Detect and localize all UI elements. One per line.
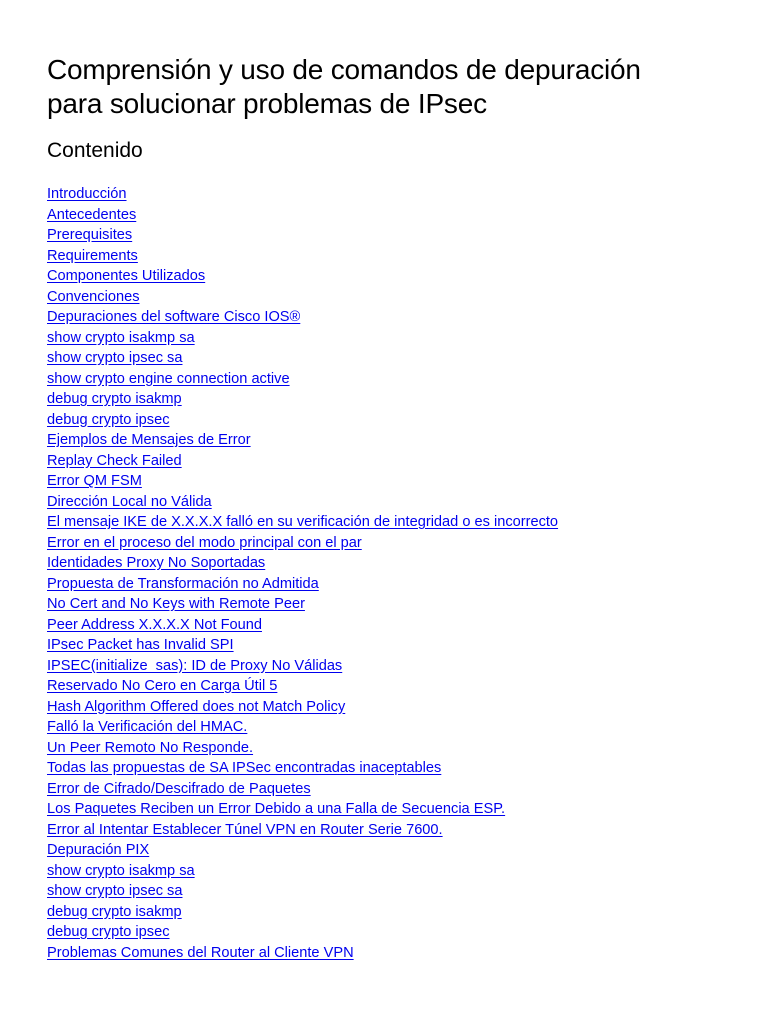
toc-link[interactable]: Un Peer Remoto No Responde. [47, 739, 254, 756]
toc-item [47, 902, 748, 923]
toc-item [47, 943, 748, 964]
toc-item [47, 635, 748, 656]
toc-item [47, 553, 748, 574]
toc-item [47, 820, 748, 841]
toc-link[interactable]: Falló la Verificación del HMAC. [47, 719, 248, 735]
toc-item [47, 328, 748, 349]
toc-item [47, 307, 748, 328]
toc-link[interactable]: Componentes Utilizados [47, 268, 206, 284]
toc-item [47, 697, 748, 718]
toc-item [47, 471, 748, 492]
toc-item [47, 922, 748, 943]
document-title [47, 53, 748, 121]
toc-item [47, 451, 748, 472]
toc-item [47, 799, 748, 820]
toc-item [47, 758, 748, 779]
toc-link[interactable]: show crypto ipsec sa [47, 350, 183, 366]
toc-link[interactable]: Hash Algorithm Offered does not Match Policy [47, 698, 346, 715]
toc-link[interactable]: Propuesta de Transformación no Admitida [47, 575, 319, 592]
toc-item [47, 492, 748, 513]
title-line-2: para solucionar problemas de IPsec [47, 88, 487, 119]
toc-link[interactable]: Error en el proceso del modo principal con el par [47, 534, 362, 551]
toc-item [47, 205, 748, 226]
toc-link[interactable]: Requirements [47, 247, 138, 264]
toc-item [47, 266, 748, 287]
contents-heading: Contenido [47, 139, 143, 162]
toc-item [47, 861, 748, 882]
toc-link[interactable]: Peer Address X.X.X.X Not Found [47, 616, 262, 633]
title-line-1: Comprensión y uso de comandos de depuración [47, 54, 641, 85]
toc-link[interactable]: Error de Cifrado/Descifrado de Paquetes [47, 780, 311, 797]
toc-link[interactable]: show crypto isakmp sa [47, 862, 195, 879]
toc-link[interactable]: Prerequisites [47, 227, 133, 243]
toc-item [47, 430, 748, 451]
toc-item [47, 881, 748, 902]
toc-item [47, 246, 748, 267]
toc-item [47, 656, 748, 677]
toc-item [47, 779, 748, 800]
toc-link[interactable]: Identidades Proxy No Soportadas [47, 555, 266, 571]
toc-item [47, 717, 748, 738]
toc-item [47, 287, 748, 308]
toc-link[interactable]: debug crypto ipsec [47, 411, 170, 428]
toc-link[interactable]: show crypto isakmp sa [47, 329, 195, 346]
toc-link[interactable]: No Cert and No Keys with Remote Peer [47, 596, 305, 612]
toc-link[interactable]: El mensaje IKE de X.X.X.X falló en su verificación de integridad o es incorrecto [47, 514, 559, 530]
toc-item [47, 348, 748, 369]
document-page [47, 0, 748, 963]
toc-item [47, 840, 748, 861]
toc-link[interactable]: Error al Intentar Establecer Túnel VPN en Router Serie 7600. [47, 821, 443, 838]
toc-link[interactable]: show crypto ipsec sa [47, 883, 183, 899]
toc-item [47, 512, 748, 533]
toc-link[interactable]: Replay Check Failed [47, 452, 182, 469]
toc-link[interactable]: debug crypto ipsec [47, 924, 170, 940]
toc-link[interactable]: debug crypto isakmp [47, 903, 182, 920]
toc-item [47, 574, 748, 595]
toc-item [47, 369, 748, 390]
toc-link[interactable]: Introducción [47, 186, 127, 202]
toc-item [47, 184, 748, 205]
toc-link[interactable]: Problemas Comunes del Router al Cliente VPN [47, 944, 354, 961]
toc-link[interactable]: IPSEC(initialize_sas): ID de Proxy No Válidas [47, 657, 343, 674]
toc-link[interactable]: Antecedentes [47, 206, 137, 223]
toc-link[interactable]: debug crypto isakmp [47, 391, 182, 407]
toc-link[interactable]: IPsec Packet has Invalid SPI [47, 637, 234, 653]
table-of-contents [47, 184, 748, 963]
toc-item [47, 225, 748, 246]
toc-link[interactable]: Todas las propuestas de SA IPSec encontradas inaceptables [47, 760, 442, 776]
toc-item [47, 615, 748, 636]
toc-item [47, 594, 748, 615]
toc-item [47, 533, 748, 554]
toc-link[interactable]: Error QM FSM [47, 473, 142, 489]
toc-item [47, 410, 748, 431]
toc-link[interactable]: Reservado No Cero en Carga Útil 5 [47, 678, 278, 694]
toc-item [47, 676, 748, 697]
toc-link[interactable]: Depuración PIX [47, 842, 150, 858]
toc-link[interactable]: Los Paquetes Reciben un Error Debido a una Falla de Secuencia ESP. [47, 801, 506, 817]
toc-item [47, 389, 748, 410]
toc-link[interactable]: Ejemplos de Mensajes de Error [47, 432, 251, 448]
toc-link[interactable]: show crypto engine connection active [47, 370, 290, 387]
toc-link[interactable]: Dirección Local no Válida [47, 493, 212, 510]
toc-link[interactable]: Convenciones [47, 288, 140, 305]
toc-link[interactable]: Depuraciones del software Cisco IOS® [47, 309, 301, 325]
toc-item [47, 738, 748, 759]
